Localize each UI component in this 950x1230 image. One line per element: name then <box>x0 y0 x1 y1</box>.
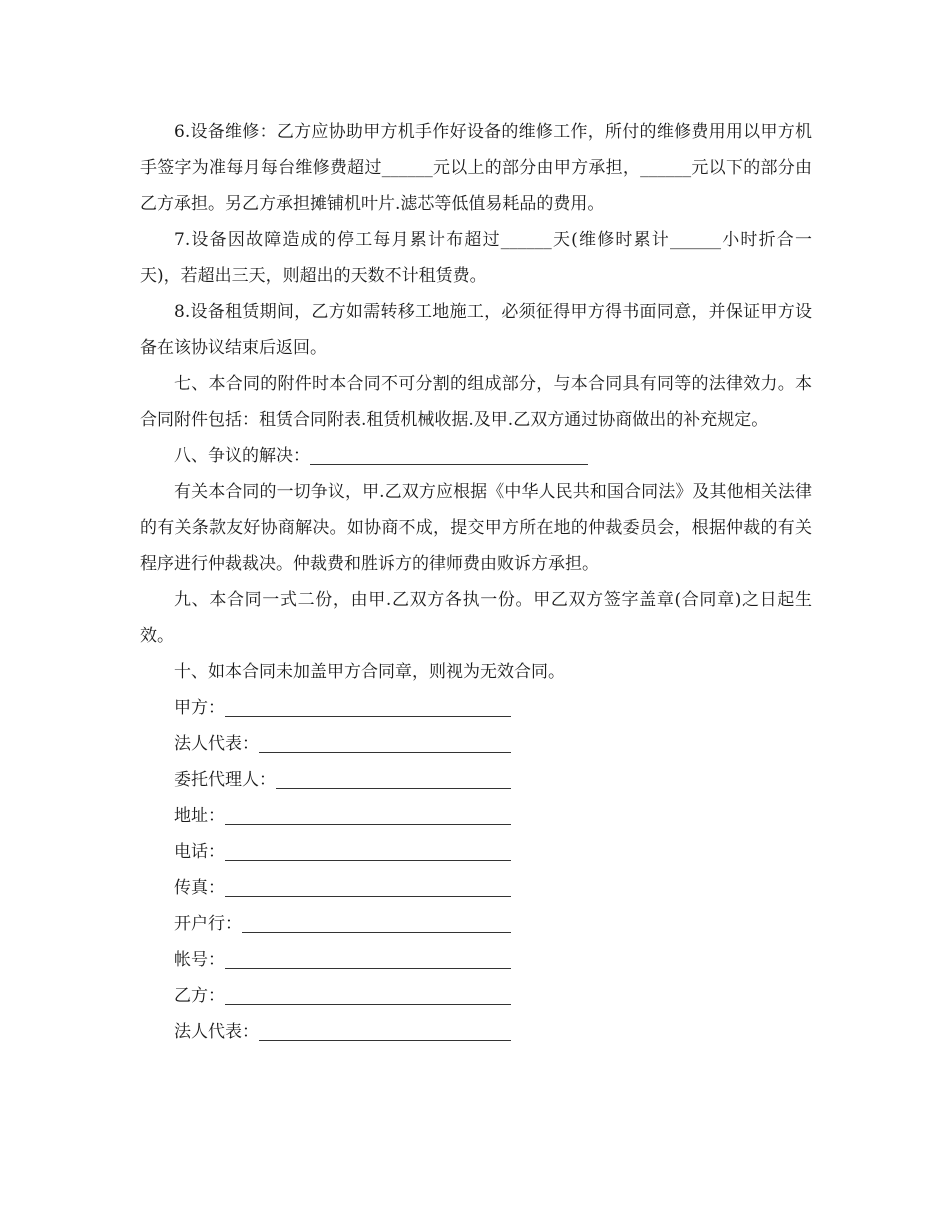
clause-8-site-transfer: 8.设备租赁期间，乙方如需转移工地施工，必须征得甲方得书面同意，并保证甲方设备在该协议结束后返回。 <box>140 302 812 358</box>
signature-field-phone <box>140 834 812 870</box>
signature-blank-line <box>225 872 511 897</box>
signature-field-label: 开户行： <box>174 914 242 934</box>
signature-field-legal-rep-a <box>140 726 812 762</box>
signature-field-address <box>140 798 812 834</box>
signature-blank-line <box>259 728 511 753</box>
signature-blank-line <box>276 764 511 789</box>
signature-blank-line <box>225 944 511 969</box>
signature-field-label: 地址： <box>174 806 225 826</box>
signature-field-agent <box>140 762 812 798</box>
signature-blank-line <box>242 908 511 933</box>
signature-field-legal-rep-b <box>140 1014 812 1050</box>
signature-field-party-a <box>140 690 812 726</box>
signature-field-fax <box>140 870 812 906</box>
signature-blank-line <box>259 1016 511 1041</box>
dispute-resolution-text: 有关本合同的一切争议，甲.乙双方应根据《中华人民共和国合同法》及其他相关法律的有关条款友好协商解决。如协商不成，提交甲方所在地的仲裁委员会，根据仲裁的有关程序进行仲裁裁决。仲裁费和胜诉方的律师费由败诉方承担。 <box>140 482 812 574</box>
signature-field-label: 帐号： <box>174 950 225 970</box>
signature-field-label: 电话： <box>174 842 225 862</box>
signature-field-label: 法人代表： <box>174 1022 259 1042</box>
signature-block <box>140 690 812 1050</box>
dispute-resolution-heading: 八、争议的解决： <box>174 446 310 466</box>
signature-blank-line <box>225 980 511 1005</box>
signature-blank-line <box>225 836 511 861</box>
section-9-copies: 九、本合同一式二份，由甲.乙双方各执一份。甲乙双方签字盖章(合同章)之日起生效。 <box>140 590 812 646</box>
signature-field-bank <box>140 906 812 942</box>
signature-field-label: 委托代理人： <box>174 770 276 790</box>
signature-field-label: 乙方： <box>174 986 225 1006</box>
signature-blank-line <box>225 800 511 825</box>
section-10-seal-requirement: 十、如本合同未加盖甲方合同章，则视为无效合同。 <box>174 662 565 682</box>
signature-field-account <box>140 942 812 978</box>
dispute-resolution-blank-line <box>310 440 588 465</box>
signature-field-label: 甲方： <box>174 698 225 718</box>
dispute-resolution-heading-row <box>140 438 812 474</box>
signature-field-label: 传真： <box>174 878 225 898</box>
signature-blank-line <box>225 692 511 717</box>
clause-7-downtime: 7.设备因故障造成的停工每月累计布超过______天(维修时累计______小时折合一天)，若超出三天，则超出的天数不计租赁费。 <box>140 230 812 286</box>
signature-field-label: 法人代表： <box>174 734 259 754</box>
signature-field-party-b <box>140 978 812 1014</box>
section-7-attachments: 七、本合同的附件时本合同不可分割的组成部分，与本合同具有同等的法律效力。本合同附件包括：租赁合同附表.租赁机械收据.及甲.乙双方通过协商做出的补充规定。 <box>140 374 812 430</box>
clause-6-equipment-repair: 6.设备维修：乙方应协助甲方机手作好设备的维修工作，所付的维修费用用以甲方机手签字为准每月每台维修费超过______元以上的部分由甲方承担，______元以下的部分由乙方承担。另乙方承担摊铺机叶片.滤芯等低值易耗品的费用。 <box>140 122 812 214</box>
document-body <box>140 114 812 1050</box>
